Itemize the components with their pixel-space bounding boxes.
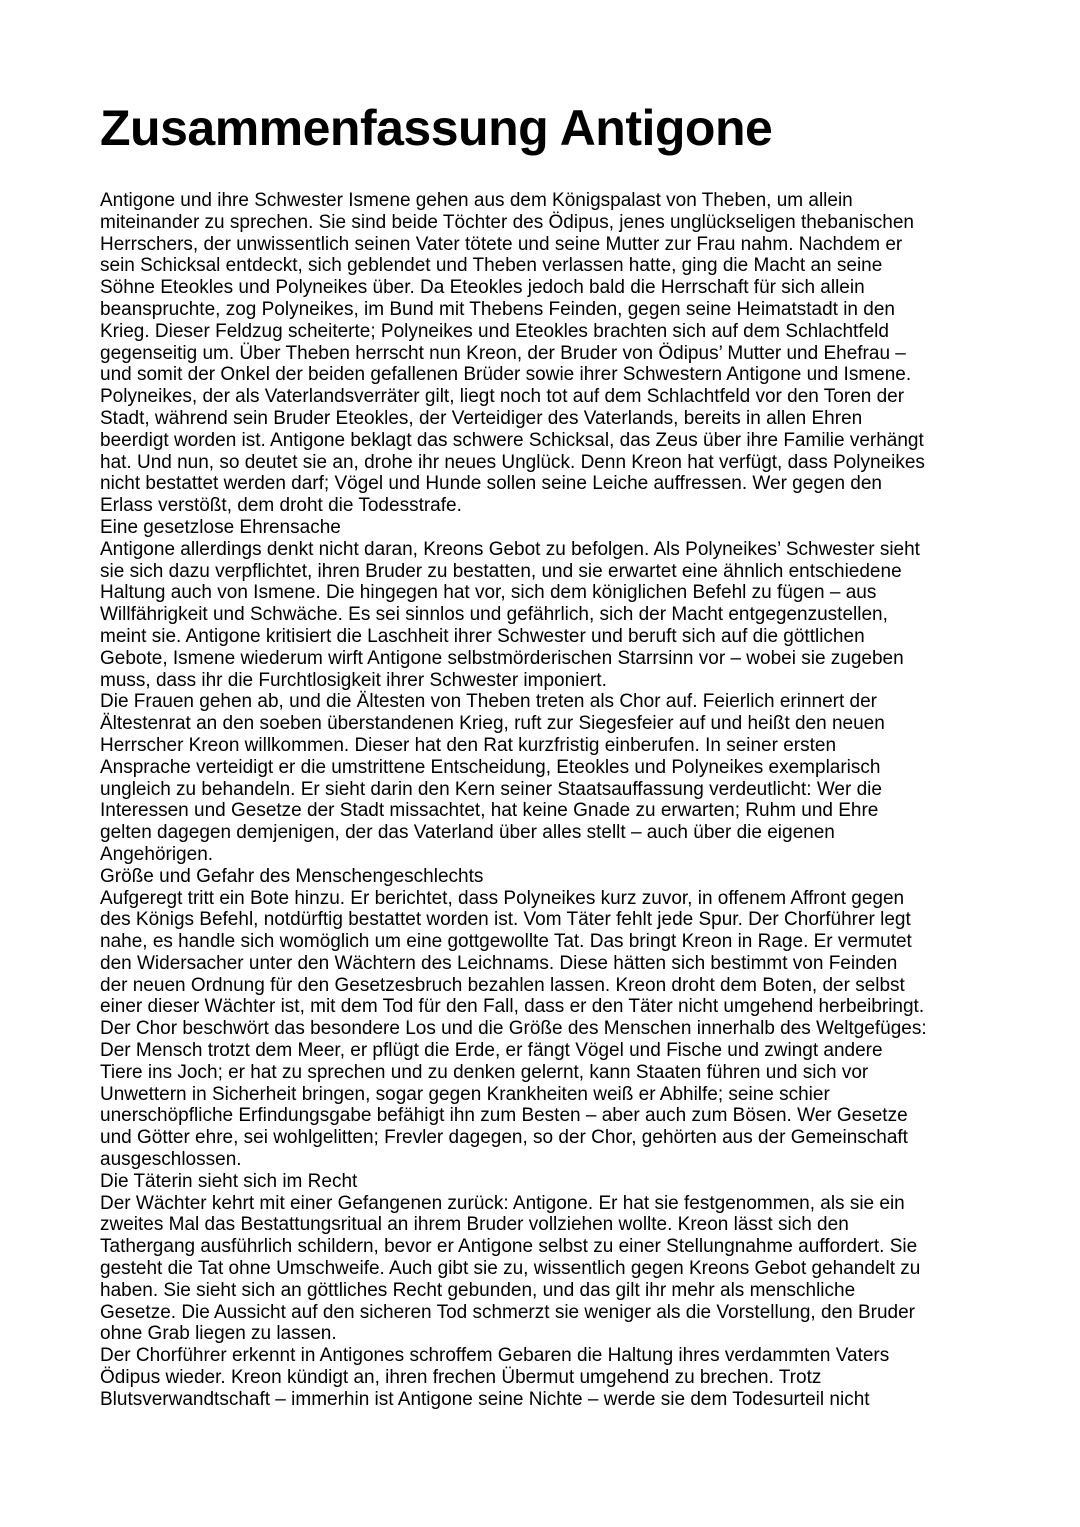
text-line: Ältestenrat an den soeben überstandenen Krieg, ruft zur Siegesfeier auf und heißt den neuen bbox=[100, 713, 885, 735]
text-line: ausgeschlossen. bbox=[100, 1149, 242, 1171]
text-line: Krieg. Dieser Feldzug scheiterte; Polyneikes und Eteokles brachten sich auf dem Schlachtfeld bbox=[100, 320, 889, 342]
text-line: Polyneikes, der als Vaterlandsverräter gilt, liegt noch tot auf dem Schlachtfeld vor den Toren der bbox=[100, 386, 905, 408]
text-line: Ansprache verteidigt er die umstrittene Entscheidung, Eteokles und Polyneikes exemplarisch bbox=[100, 756, 881, 778]
text-line: Söhne Eteokles und Polyneikes über. Da Eteokles jedoch bald die Herrschaft für sich allein bbox=[100, 277, 865, 299]
paragraph bbox=[100, 1345, 1000, 1410]
text-line: Erlass verstößt, dem droht die Todesstrafe. bbox=[100, 495, 462, 517]
paragraph bbox=[100, 539, 1000, 692]
paragraph bbox=[100, 888, 1000, 1019]
text-line: beanspruchte, zog Polyneikes, im Bund mit Thebens Feinden, gegen seine Heimatstadt in den bbox=[100, 298, 895, 320]
paragraph bbox=[100, 1193, 1000, 1346]
text-line: Die Täterin sieht sich im Recht bbox=[100, 1170, 358, 1192]
text-line: des Königs Befehl, notdürftig bestattet worden ist. Vom Täter fehlt jede Spur. Der Chorführer legt bbox=[100, 909, 911, 931]
text-line: Aufgeregt tritt ein Bote hinzu. Er berichtet, dass Polyneikes kurz zuvor, in offenem Affront gegen bbox=[100, 887, 905, 909]
text-line: gelten dagegen demjenigen, der das Vaterland über alles stellt – auch über die eigenen bbox=[100, 822, 835, 844]
text-line: Herrschers, der unwissentlich seinen Vater tötete und seine Mutter zur Frau nahm. Nachdem er bbox=[100, 233, 903, 255]
text-line: miteinander zu sprechen. Sie sind beide Töchter des Ödipus, jenes unglückseligen thebanischen bbox=[100, 211, 914, 233]
text-line: sie sich dazu verpflichtet, ihren Bruder zu bestatten, und sie erwartet eine ähnlich entschiedene bbox=[100, 560, 902, 582]
paragraph bbox=[100, 1018, 1000, 1171]
text-line: Tiere ins Joch; er hat zu sprechen und zu denken gelernt, kann Staaten führen und sich vor bbox=[100, 1061, 869, 1083]
text-line: sein Schicksal entdeckt, sich geblendet und Theben verlassen hatte, ging die Macht an seine bbox=[100, 255, 883, 277]
text-line: einer dieser Wächter ist, mit dem Tod für den Fall, dass er den Täter nicht umgehend herbeibringt. bbox=[100, 996, 925, 1018]
text-line: den Widersacher unter den Wächtern des Leichnams. Diese hätten sich bestimmt von Feinden bbox=[100, 952, 898, 974]
text-line: Stadt, während sein Bruder Eteokles, der Verteidiger des Vaterlands, bereits in allen Ehren bbox=[100, 407, 863, 429]
text-line: zweites Mal das Bestattungsritual an ihrem Bruder vollziehen wollte. Kreon lässt sich den bbox=[100, 1214, 849, 1236]
text-line: Ödipus wieder. Kreon kündigt an, ihren frechen Übermut umgehend zu brechen. Trotz bbox=[100, 1367, 822, 1389]
text-line: Der Chorführer erkennt in Antigones schroffem Gebaren die Haltung ihres verdammten Vaters bbox=[100, 1345, 890, 1367]
text-line: beerdigt worden ist. Antigone beklagt das schwere Schicksal, das Zeus über ihre Familie verhängt bbox=[100, 429, 924, 451]
text-line: hat. Und nun, so deutet sie an, drohe ihr neues Unglück. Denn Kreon hat verfügt, dass Polyneikes bbox=[100, 451, 925, 473]
text-line: und Götter ehre, sei wohlgelitten; Frevler dagegen, so der Chor, gehörten aus der Gemeinschaft bbox=[100, 1127, 908, 1149]
paragraph bbox=[100, 190, 1000, 517]
text-line: Interessen und Gesetze der Stadt missachtet, hat keine Gnade zu erwarten; Ruhm und Ehre bbox=[100, 800, 879, 822]
text-line: nahe, es handle sich womöglich um eine gottgewollte Tat. Das bringt Kreon in Rage. Er vermutet bbox=[100, 931, 912, 953]
text-line: Der Wächter kehrt mit einer Gefangenen zurück: Antigone. Er hat sie festgenommen, als sie ein bbox=[100, 1192, 905, 1214]
section-heading bbox=[100, 1171, 1000, 1193]
paragraph bbox=[100, 691, 1000, 865]
text-line: Der Chor beschwört das besondere Los und die Größe des Menschen innerhalb des Weltgefüges: bbox=[100, 1018, 927, 1040]
text-line: Blutsverwandtschaft – immerhin ist Antigone seine Nichte – werde sie dem Todesurteil nicht bbox=[100, 1388, 870, 1410]
text-line: Angehörigen. bbox=[100, 843, 214, 865]
document-body bbox=[100, 190, 1000, 1411]
text-line: muss, dass ihr die Furchtlosigkeit ihrer Schwester imponiert. bbox=[100, 669, 607, 691]
text-line: der neuen Ordnung für den Gesetzesbruch bezahlen lassen. Kreon droht dem Boten, der selbst bbox=[100, 974, 905, 996]
text-line: Der Mensch trotzt dem Meer, er pflügt die Erde, er fängt Vögel und Fische und zwingt andere bbox=[100, 1040, 883, 1062]
section-heading bbox=[100, 866, 1000, 888]
section-heading bbox=[100, 517, 1000, 539]
document-title: Zusammenfassung Antigone bbox=[100, 100, 773, 156]
text-line: Die Frauen gehen ab, und die Ältesten von Theben treten als Chor auf. Feierlich erinnert der bbox=[100, 691, 878, 713]
text-line: unerschöpfliche Erfindungsgabe befähigt ihn zum Besten – aber auch zum Bösen. Wer Gesetze bbox=[100, 1105, 908, 1127]
text-line: gesteht die Tat ohne Umschweife. Auch gibt sie zu, wissentlich gegen Kreons Gebot gehandelt zu bbox=[100, 1258, 921, 1280]
text-line: Antigone und ihre Schwester Ismene gehen aus dem Königspalast von Theben, um allein bbox=[100, 190, 853, 211]
text-line: haben. Sie sieht sich an göttliches Recht gebunden, und das gilt ihr mehr als menschliche bbox=[100, 1279, 856, 1301]
text-line: ohne Grab liegen zu lassen. bbox=[100, 1323, 337, 1345]
text-line: und somit der Onkel der beiden gefallenen Brüder sowie ihrer Schwestern Antigone und Ismene. bbox=[100, 364, 912, 386]
text-line: Willfährigkeit und Schwäche. Es sei sinnlos und gefährlich, sich der Macht entgegenzustellen, bbox=[100, 604, 888, 626]
text-line: Haltung auch von Ismene. Die hingegen hat vor, sich dem königlichen Befehl zu fügen – aus bbox=[100, 582, 877, 604]
text-line: Herrscher Kreon willkommen. Dieser hat den Rat kurzfristig einberufen. In seiner ersten bbox=[100, 734, 837, 756]
text-line: Gesetze. Die Aussicht auf den sicheren Tod schmerzt sie weniger als die Vorstellung, den Bruder bbox=[100, 1301, 915, 1323]
text-line: Eine gesetzlose Ehrensache bbox=[100, 516, 341, 538]
text-line: Antigone allerdings denkt nicht daran, Kreons Gebot zu befolgen. Als Polyneikes’ Schwester sieht bbox=[100, 538, 920, 560]
text-line: Größe und Gefahr des Menschengeschlechts bbox=[100, 865, 484, 887]
text-line: Tathergang ausführlich schildern, bevor er Antigone selbst zu einer Stellungnahme auffordert. Sie bbox=[100, 1236, 918, 1258]
text-line: Gebote, Ismene wiederum wirft Antigone selbstmörderischen Starrsinn vor – wobei sie zugeben bbox=[100, 647, 904, 669]
text-line: meint sie. Antigone kritisiert die Laschheit ihrer Schwester und beruft sich auf die göttlichen bbox=[100, 625, 865, 647]
text-line: nicht bestattet werden darf; Vögel und Hunde sollen seine Leiche auffressen. Wer gegen den bbox=[100, 473, 882, 495]
text-line: gegenseitig um. Über Theben herrscht nun Kreon, der Bruder von Ödipus’ Mutter und Ehefrau – bbox=[100, 342, 906, 364]
text-line: Unwettern in Sicherheit bringen, sogar gegen Krankheiten weiß er Abhilfe; seine schier bbox=[100, 1083, 830, 1105]
text-line: ungleich zu behandeln. Er sieht darin den Kern seiner Staatsauffassung verdeutlicht: Wer die bbox=[100, 778, 882, 800]
